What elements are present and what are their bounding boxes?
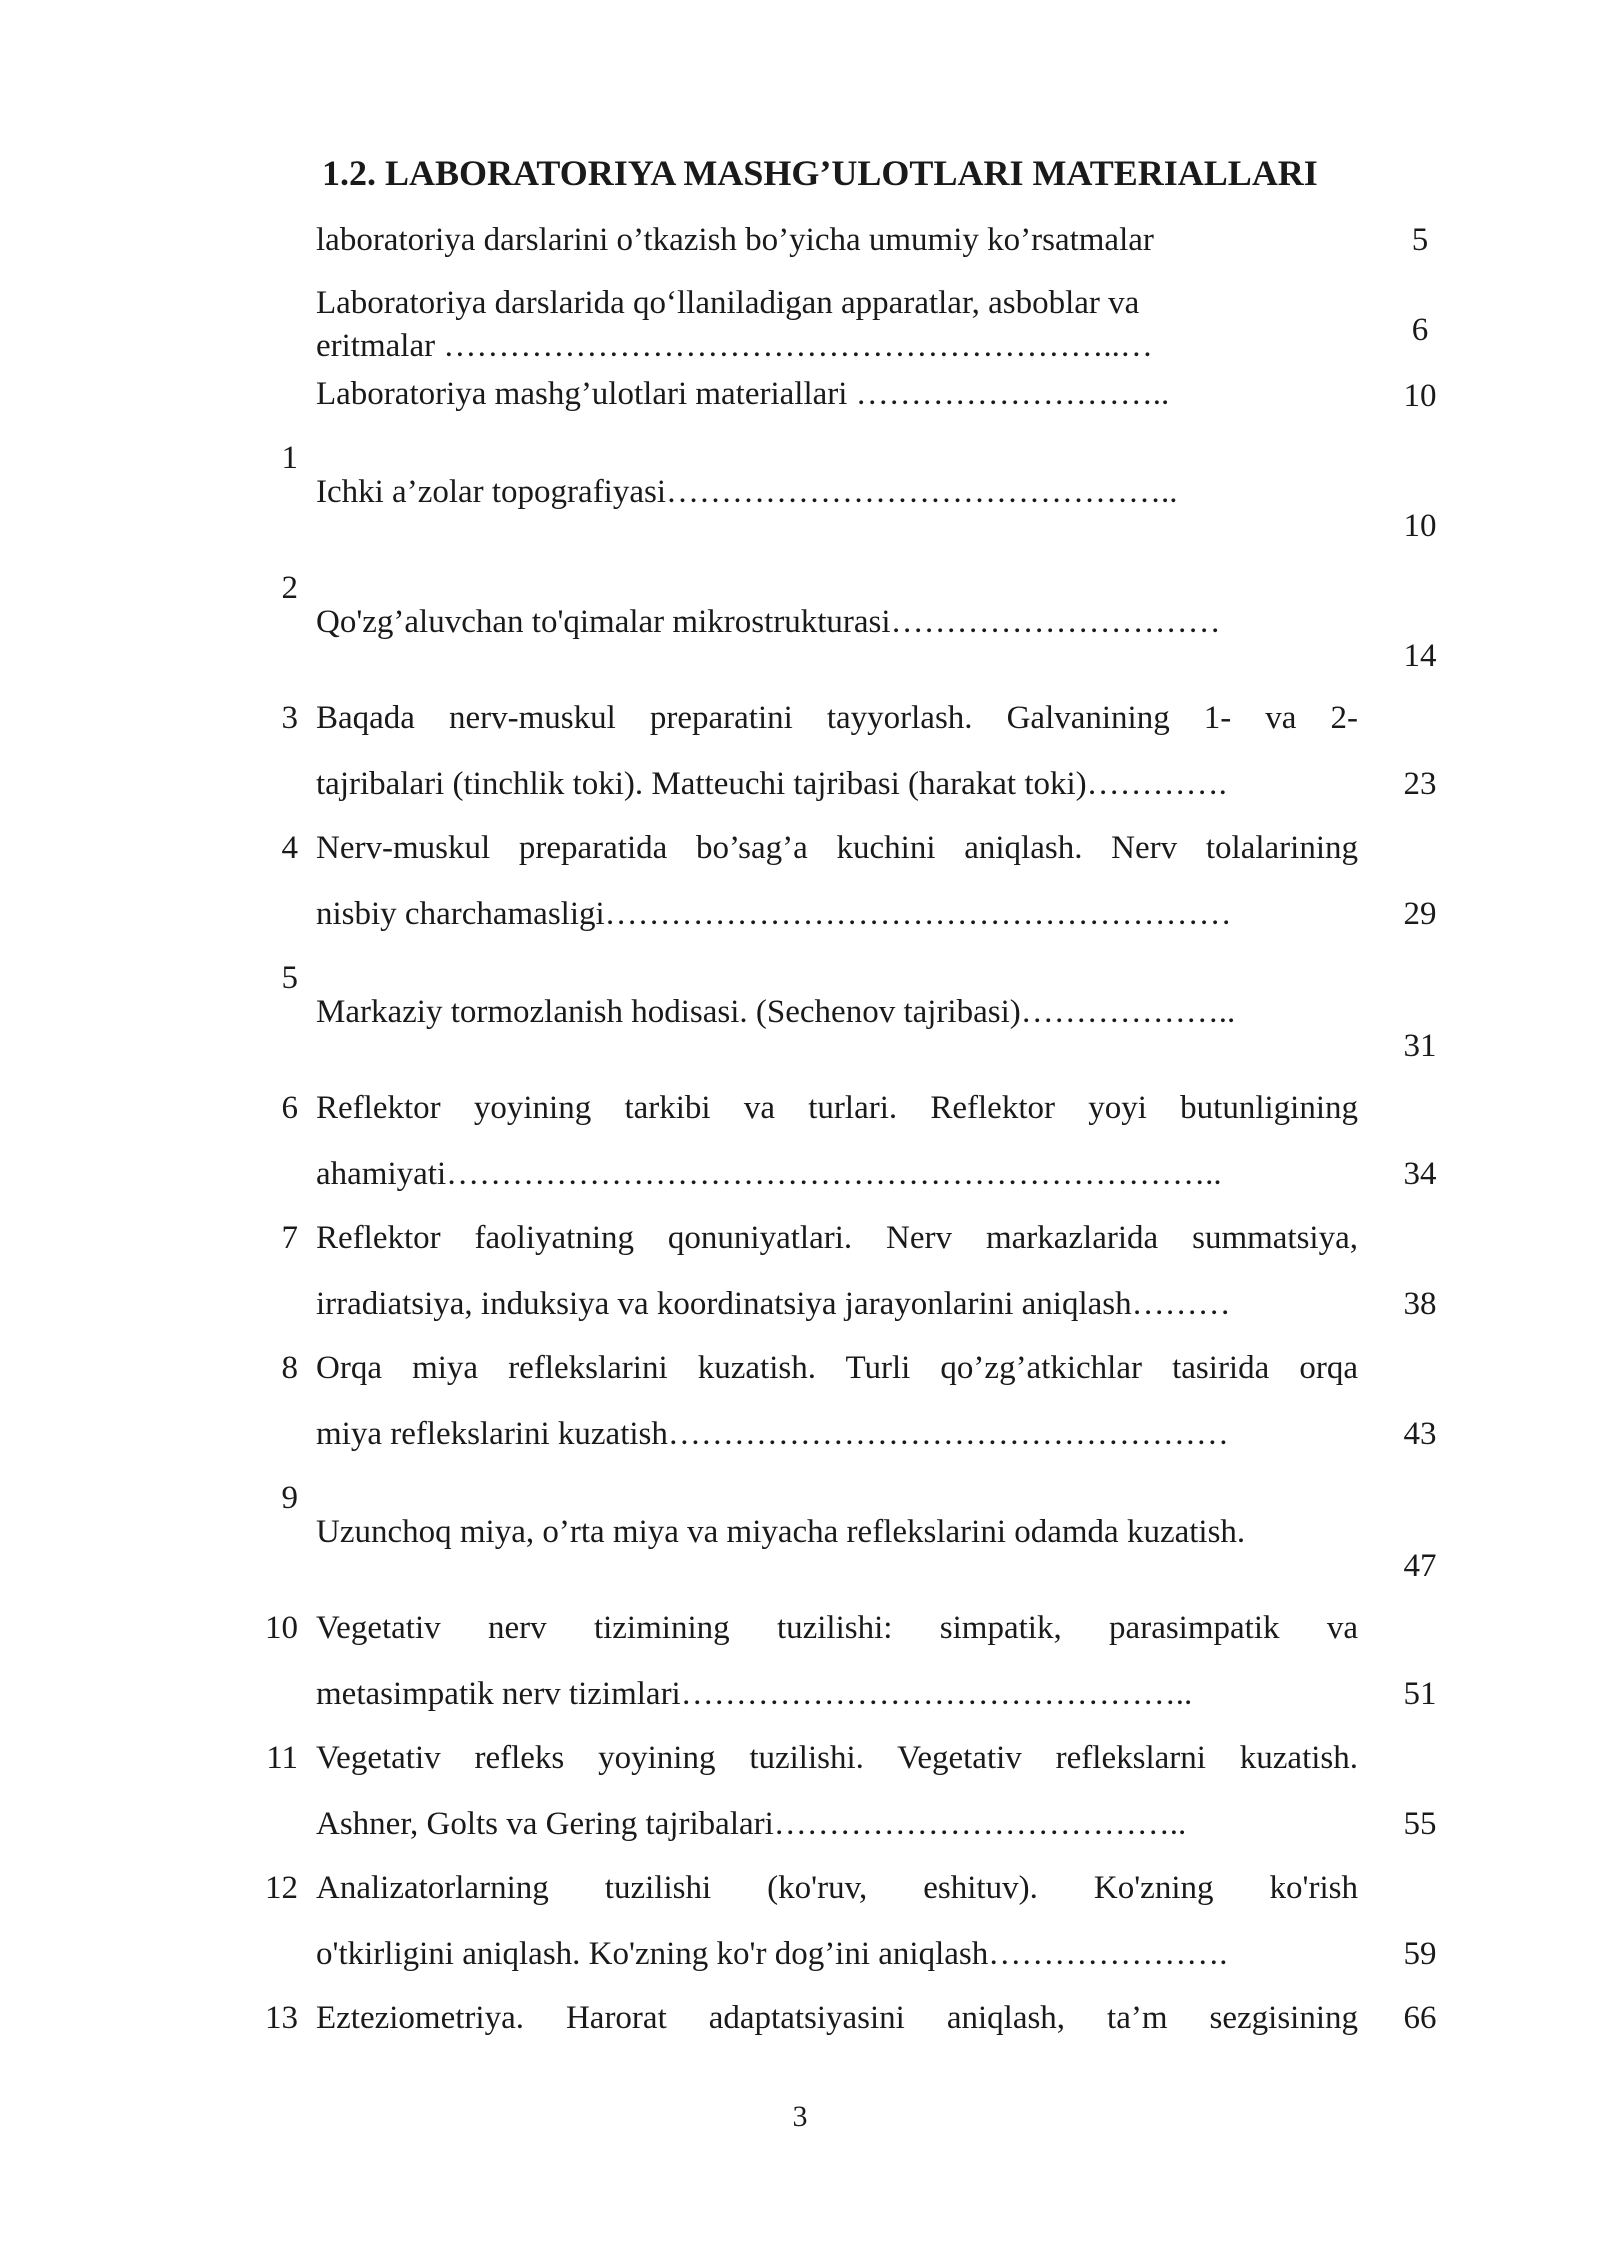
toc-entry-line: Reflektor faoliyatning qonuniyatlari. Nerv markazlarida summatsiya, <box>316 1220 1358 1256</box>
toc-entry-line: irradiatsiya, induksiya va koordinatsiya jarayonlarini aniqlash……… <box>316 1286 1231 1322</box>
toc-entry-line: Markaziy tormozlanish hodisasi. (Sechenov tajribasi)……………….. <box>316 994 1236 1030</box>
toc-page-number: 51 <box>1403 1676 1437 1712</box>
toc-page-number: 5 <box>1411 222 1429 258</box>
toc-entry-line: Qo'zg’aluvchan to'qimalar mikrostrukturasi………………………… <box>316 604 1221 640</box>
toc-page-number: 10 <box>1403 378 1437 414</box>
toc-page-number: 23 <box>1403 766 1437 802</box>
toc-page-number: 34 <box>1403 1156 1437 1192</box>
toc-entry-line: Uzunchoq miya, o’rta miya va miyacha reflekslarini odamda kuzatish. <box>316 1514 1246 1550</box>
toc-entry-line: Nerv-muskul preparatida bo’sag’a kuchini aniqlash. Nerv tolalarining <box>316 830 1358 866</box>
page-number-footer: 3 <box>792 2100 808 2133</box>
toc-entry-number: 1 <box>281 440 298 476</box>
toc-entry-line: nisbiy charchamasligi………………………………………………… <box>316 896 1232 932</box>
toc-entry-line: Baqada nerv-muskul preparatini tayyorlash. Galvanining 1- va 2- <box>316 700 1358 736</box>
toc-entry-number: 7 <box>281 1220 298 1256</box>
toc-entry-number: 12 <box>265 1870 298 1906</box>
toc-entry-number: 10 <box>265 1610 298 1646</box>
toc-entry-line: metasimpatik nerv tizimlari……………………………………….. <box>316 1676 1193 1712</box>
toc-entry-number: 13 <box>265 2000 298 2036</box>
toc-entry-line: Vegetativ refleks yoyining tuzilishi. Vegetativ reflekslarni kuzatish. <box>316 1740 1358 1776</box>
toc-intro-line: Laboratoriya mashg’ulotlari materiallari ……………………….. <box>316 376 1170 412</box>
toc-entry-line: Vegetativ nerv tizimining tuzilishi: simpatik, parasimpatik va <box>316 1610 1358 1646</box>
toc-entry-line: Ashner, Golts va Gering tajribalari……………………………….. <box>316 1806 1187 1842</box>
toc-entry-number: 9 <box>281 1480 298 1516</box>
toc-page-number: 14 <box>1403 638 1437 674</box>
toc-entry-line: o'tkirligini aniqlash. Ko'zning ko'r dog’ini aniqlash…………………. <box>316 1936 1228 1972</box>
section-heading: 1.2. LABORATORIYA MASHG’ULOTLARI MATERIALLARI <box>322 153 1318 193</box>
toc-entry-line: miya reflekslarini kuzatish…………………………………………… <box>316 1416 1229 1452</box>
toc-page-number: 10 <box>1403 508 1437 544</box>
toc-entry-number: 5 <box>281 960 298 996</box>
toc-page-number: 66 <box>1403 2000 1437 2036</box>
toc-entry-line: Ichki a’zolar topografiyasi……………………………………….. <box>316 474 1178 510</box>
toc-entry-line: tajribalari (tinchlik toki). Matteuchi tajribasi (harakat toki)…………. <box>316 766 1227 802</box>
toc-intro-line: eritmalar ……………………………………………………..… <box>316 328 1153 364</box>
toc-intro-line: Laboratoriya darslarida qo‘llaniladigan apparatlar, asboblar va <box>316 285 1140 321</box>
toc-entry-number: 8 <box>281 1350 298 1386</box>
toc-intro-line: laboratoriya darslarini o’tkazish bo’yicha umumiy ko’rsatmalar <box>316 222 1154 258</box>
toc-page-number: 55 <box>1403 1806 1437 1842</box>
toc-page-number: 6 <box>1411 312 1429 348</box>
toc-entry-line: ahamiyati…………………………………………………………….. <box>316 1156 1222 1192</box>
toc-entry-number: 11 <box>266 1740 298 1776</box>
toc-page-number: 31 <box>1403 1028 1437 1064</box>
toc-entry-line: Analizatorlarning tuzilishi (ko'ruv, eshituv). Ko'zning ko'rish <box>316 1870 1358 1906</box>
toc-page-number: 38 <box>1403 1286 1437 1322</box>
toc-entry-line: Reflektor yoyining tarkibi va turlari. Reflektor yoyi butunligining <box>316 1090 1358 1126</box>
toc-entry-number: 2 <box>281 570 298 606</box>
toc-page-number: 59 <box>1403 1936 1437 1972</box>
toc-entry-number: 6 <box>281 1090 298 1126</box>
toc-page-number: 29 <box>1403 896 1437 932</box>
toc-entry-line: Ezteziometriya. Harorat adaptatsiyasini aniqlash, ta’m sezgisining <box>316 2000 1358 2036</box>
toc-entry-number: 3 <box>281 700 298 736</box>
toc-page-number: 43 <box>1403 1416 1437 1452</box>
toc-entry-number: 4 <box>281 830 298 866</box>
toc-page-number: 47 <box>1403 1548 1437 1584</box>
toc-entry-line: Orqa miya reflekslarini kuzatish. Turli qo’zg’atkichlar tasirida orqa <box>316 1350 1358 1386</box>
